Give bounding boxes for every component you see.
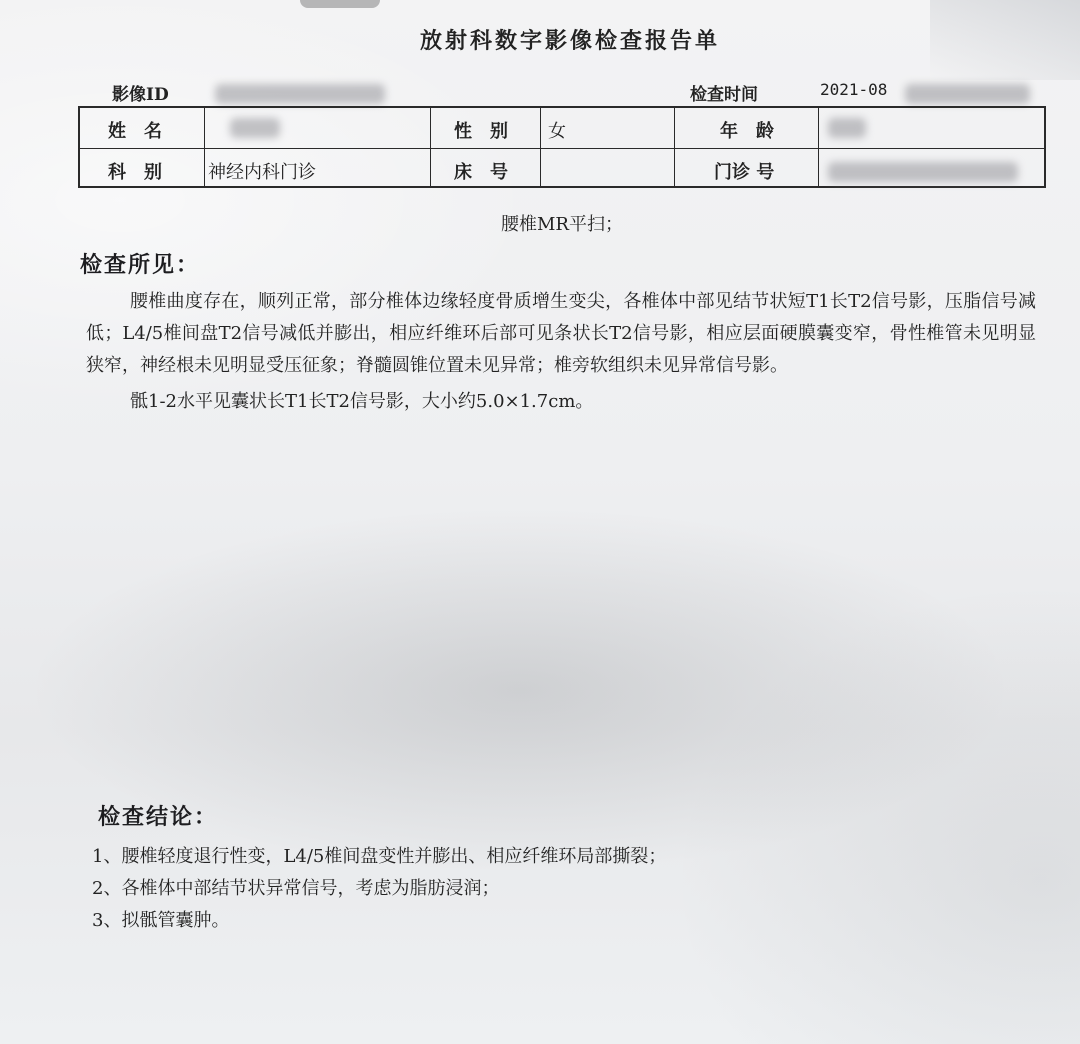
- name-label: 姓 名: [108, 121, 162, 142]
- gender-value: 女: [548, 121, 566, 142]
- bed-label: 床 号: [454, 162, 508, 183]
- conclusion-item: 2、各椎体中部结节状异常信号，考虑为脂肪浸润；: [92, 878, 500, 899]
- image-id-label: 影像ID: [112, 85, 169, 105]
- findings-paragraph: 骶1-2水平见囊状长T1长T2信号影，大小约5.0×1.7cm。: [130, 391, 594, 412]
- redacted-clinic-no: [828, 162, 1018, 182]
- clinic-no-label: 门诊 号: [714, 162, 775, 183]
- patient-info-table: [78, 106, 1046, 188]
- stamp-fragment: [300, 0, 380, 8]
- gender-label: 性 别: [454, 121, 508, 142]
- redacted-age: [828, 118, 866, 138]
- table-col-divider: [430, 108, 431, 186]
- table-row-divider: [80, 148, 1044, 149]
- table-col-divider: [204, 108, 205, 186]
- exam-time-label: 检查时间: [690, 85, 758, 105]
- redacted-name: [230, 118, 280, 138]
- redacted-image-id: [215, 84, 385, 104]
- findings-paragraph: 腰椎曲度存在，顺列正常，部分椎体边缘轻度骨质增生变尖，各椎体中部见结节状短T1长T2信号影，压脂信号减低；L4/5椎间盘T2信号减低并膨出，相应纤维环后部可见条状长T2信号影，相应层面硬膜囊变窄，骨性椎管未见明显狭窄，神经根未见明显受压征象；脊髓圆锥位置未见异常；椎旁软组织未见异常信号影。: [86, 291, 1036, 376]
- table-col-divider: [540, 108, 541, 186]
- findings-heading: 检查所见：: [80, 252, 201, 278]
- redacted-exam-time: [905, 84, 1030, 104]
- conclusion-item: 3、拟骶管囊肿。: [92, 910, 230, 931]
- report-title: 放射科数字影像检查报告单: [419, 28, 720, 54]
- findings-body: [86, 286, 1036, 418]
- exam-item: 腰椎MR平扫；: [501, 214, 623, 235]
- age-label: 年 龄: [720, 121, 774, 142]
- conclusion-item: 1、腰椎轻度退行性变，L4/5椎间盘变性并膨出、相应纤维环局部撕裂；: [92, 846, 667, 867]
- conclusion-heading: 检查结论：: [98, 804, 219, 830]
- dept-label: 科 别: [108, 162, 162, 183]
- exam-time-value: 2021-08: [820, 80, 888, 99]
- table-col-divider: [674, 108, 675, 186]
- table-col-divider: [818, 108, 819, 186]
- dept-value: 神经内科门诊: [208, 162, 316, 183]
